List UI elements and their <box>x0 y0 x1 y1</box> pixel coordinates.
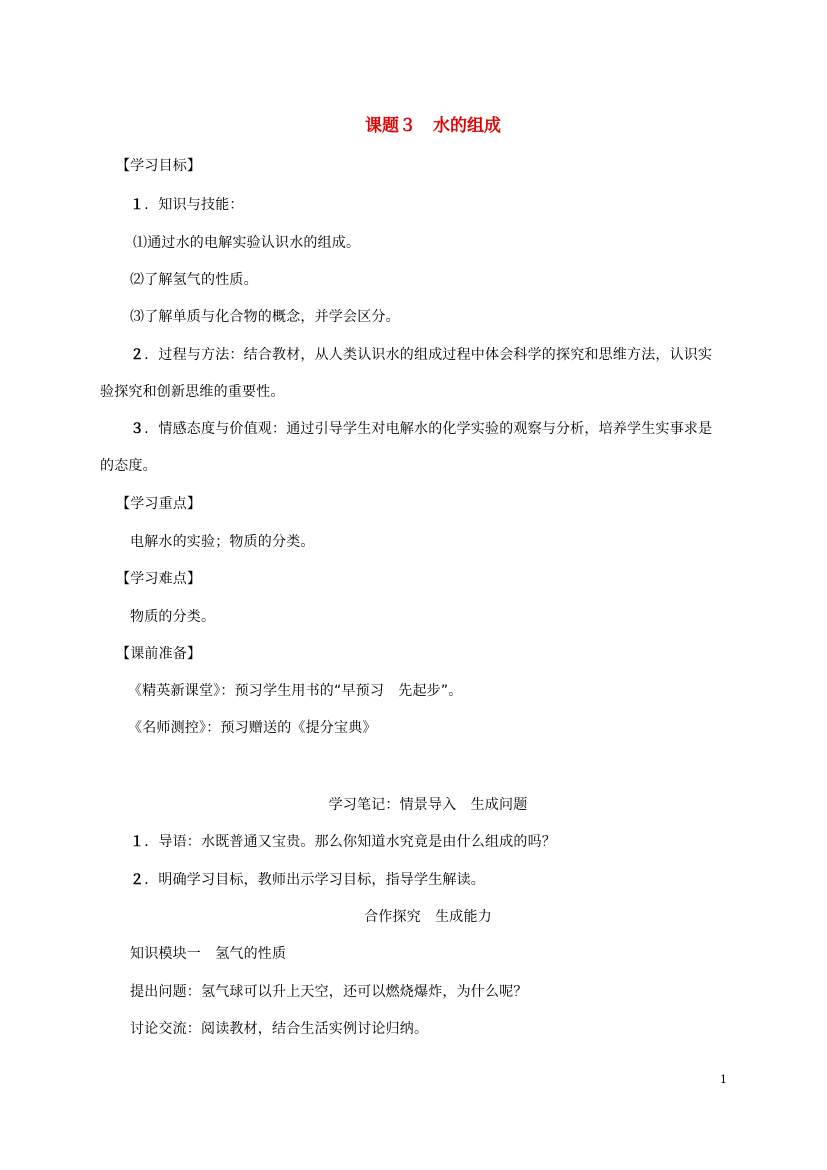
page-number: 1 <box>720 1073 727 1086</box>
inquiry-heading: 合作探究 生成能力 <box>364 909 492 925</box>
objective-item-2-number: ２ <box>130 347 145 363</box>
inquiry-question: 提出问题：氢气球可以升上天空，还可以燃烧爆炸，为什么呢？ <box>130 984 528 1000</box>
notes-item-2-number: ２ <box>130 872 145 888</box>
notes-heading: 学习笔记：情景导入 生成问题 <box>328 797 528 813</box>
notes-item-1-number: １ <box>130 834 145 850</box>
key-points-text: 电解水的实验；物质的分类。 <box>130 534 315 550</box>
inquiry-discussion: 讨论交流：阅读教材，结合生活实例讨论归纳。 <box>130 1021 429 1037</box>
objective-item-2 <box>130 347 712 363</box>
objective-item-2-continued: 验探究和创新思维的重要性。 <box>100 384 285 400</box>
key-points-heading: 【学习重点】 <box>116 496 202 512</box>
objective-item-3-number: ３ <box>130 421 145 437</box>
notes-item-1 <box>130 834 556 850</box>
difficult-points-heading: 【学习难点】 <box>116 571 202 587</box>
objective-item-2-text: ．过程与方法：结合教材，从人类认识水的组成过程中体会科学的探究和思维方法，认识实 <box>144 347 713 363</box>
inquiry-module: 知识模块一 氢气的性质 <box>130 946 287 962</box>
preparation-line-2: 《名师测控》：预习赠送的《提分宝典》 <box>128 720 377 736</box>
objective-sub-3: ⑶了解单质与化合物的概念，并学会区分。 <box>130 309 400 325</box>
difficult-points-text: 物质的分类。 <box>130 609 216 625</box>
page-title: 课题３ 水的组成 <box>365 116 501 136</box>
objective-sub-1: ⑴通过水的电解实验认识水的组成。 <box>133 235 361 251</box>
objective-item-3-continued: 的态度。 <box>100 458 157 474</box>
objective-sub-2: ⑵了解氢气的性质。 <box>130 272 258 288</box>
notes-item-2 <box>130 872 485 888</box>
objective-item-3 <box>130 421 712 437</box>
objective-item-1-number: １ <box>130 197 145 213</box>
notes-item-2-text: ．明确学习目标，教师出示学习目标，指导学生解读。 <box>144 872 486 888</box>
preparation-line-1: 《精英新课堂》：预习学生用书的“早预习 先起步”。 <box>128 683 463 699</box>
objective-item-1-label: ．知识与技能： <box>144 197 244 213</box>
objective-item-1 <box>130 197 244 213</box>
objectives-heading: 【学习目标】 <box>116 158 202 174</box>
objective-item-3-text: ．情感态度与价值观：通过引导学生对电解水的化学实验的观察与分析，培养学生实事求是 <box>144 421 713 437</box>
notes-item-1-text: ．导语：水既普通又宝贵。那么你知道水究竟是由什么组成的吗？ <box>144 834 557 850</box>
preparation-heading: 【课前准备】 <box>116 646 202 662</box>
